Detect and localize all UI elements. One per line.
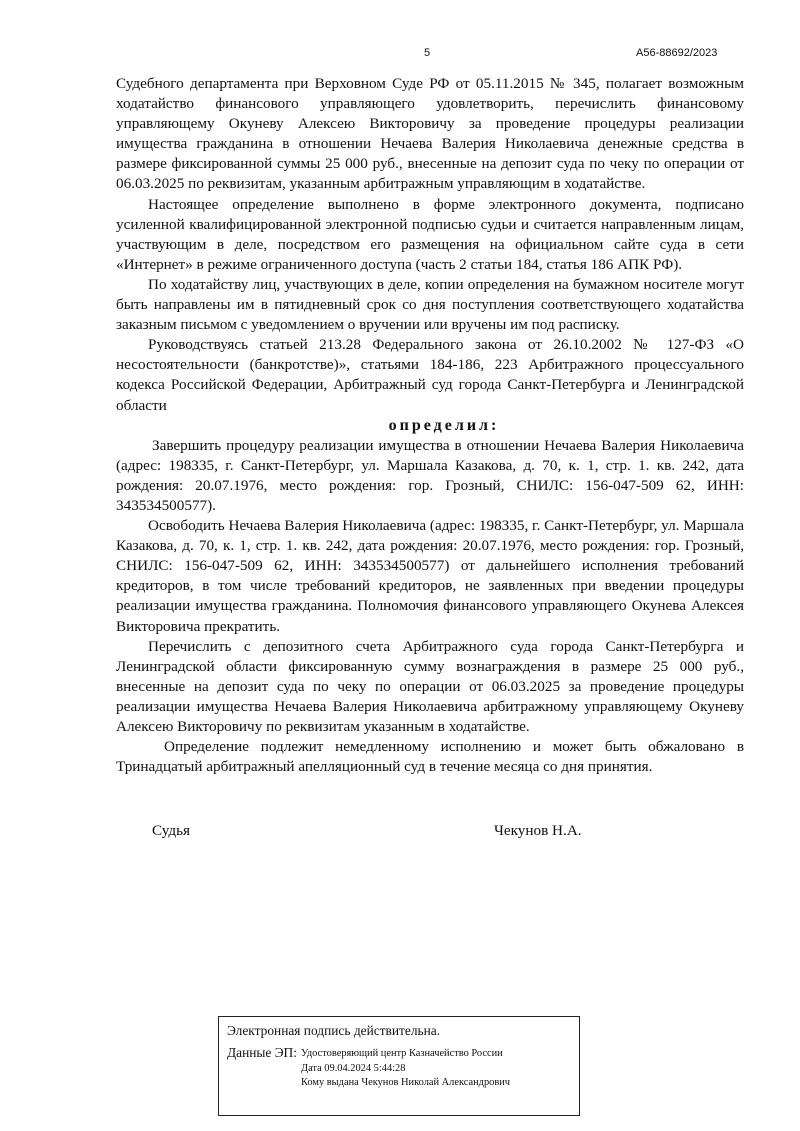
e-signature-date: Дата 09.04.2024 5:44:28 [301, 1062, 406, 1074]
judge-title: Судья [152, 822, 191, 839]
e-signature-stamp [218, 1016, 580, 1116]
paragraph: Руководствуясь статьей 213.28 Федерального закона от 26.10.2002 № 127-ФЗ «О несостоятельности (банкротстве)», статьями 184-186, 223 Арбитражного процессуального кодекса Российской Федерации, Арбитражный суд города Санкт-Петербурга и Ленинградской области [116, 336, 744, 414]
document-body [116, 74, 744, 777]
ruling-paragraph: Завершить процедуру реализации имущества в отношении Нечаева Валерия Николаевича (адрес: 198335, г. Санкт-Петербург, ул. Маршала Казакова, д. 70, к. 1, стр. 1. кв. 242, дата рождения: 20.07.1976, место рождения: гор. Грозный, СНИЛС: 156-047-509 62, ИНН: 343534500577). [116, 436, 744, 514]
ruling-heading: определил: [388, 416, 500, 434]
page-number: 5 [424, 47, 431, 59]
paragraph: По ходатайству лиц, участвующих в деле, копии определения на бумажном носителе могут быть направлены им в пятидневный срок со дня поступления соответствующего ходатайства заказным письмом с уведомлением о вручении или вручены им под расписку. [116, 275, 744, 334]
judge-name: Чекунов Н.А. [494, 822, 582, 839]
case-number: А56-88692/2023 [636, 47, 718, 59]
e-signature-issued-to: Кому выдана Чекунов Николай Александрович [301, 1077, 511, 1088]
e-signature-label: Данные ЭП: [227, 1045, 297, 1060]
e-signature-details [301, 1047, 510, 1091]
e-signature-issuer: Удостоверяющий центр Казначейство России [301, 1048, 503, 1059]
ruling-paragraph: Определение подлежит немедленному исполнению и может быть обжаловано в Тринадцатый арбитражный апелляционный суд в течение месяца со дня принятия. [116, 738, 744, 776]
ruling-paragraph: Перечислить с депозитного счета Арбитражного суда города Санкт-Петербурга и Ленинградской области фиксированную сумму вознаграждения в размере 25 000 руб., внесенные на депозит суда по чеку по операции от 06.03.2025 за проведение процедуры реализации имущества Нечаева Валерия Николаевича арбитражному управляющему Окуневу Алексею Викторовичу по реквизитам указанным в ходатайстве. [116, 637, 744, 735]
paragraph: Судебного департамента при Верховном Суде РФ от 05.11.2015 № 345, полагает возможным ходатайство финансового управляющего удовлетворить, перечислить финансовому управляющему Окуневу Алексею Викторовичу за проведение процедуры реализации имущества гражданина в отношении Нечаева Валерия Николаевича денежные средства в размере фиксированной суммы 25 000 руб., внесенные на депозит суда по чеку по операции от 06.03.2025 по реквизитам, указанным арбитражным управляющим в ходатайстве. [116, 75, 744, 193]
paragraph: Настоящее определение выполнено в форме электронного документа, подписано усиленной квалифицированной электронной подписью судьи и считается направленным лицам, участвующим в деле, посредством его размещения на официальном сайте суда в сети «Интернет» в режиме ограниченного доступа (часть 2 статьи 184, статья 186 АПК РФ). [116, 195, 744, 273]
e-signature-status: Электронная подпись действительна. [227, 1023, 441, 1038]
ruling-paragraph: Освободить Нечаева Валерия Николаевича (адрес: 198335, г. Санкт-Петербург, ул. Маршала Казакова, д. 70, к. 1, стр. 1. кв. 242, дата рождения: 20.07.1976, место рождения: гор. Грозный, СНИЛС: 156-047-509 62, ИНН: 343534500577) от дальнейшего исполнения требований кредиторов, в том числе требований кредиторов, не заявленных при введении процедуры реализации имущества гражданина. Полномочия финансового управляющего Окунева Алексея Викторовича прекратить. [116, 517, 744, 635]
